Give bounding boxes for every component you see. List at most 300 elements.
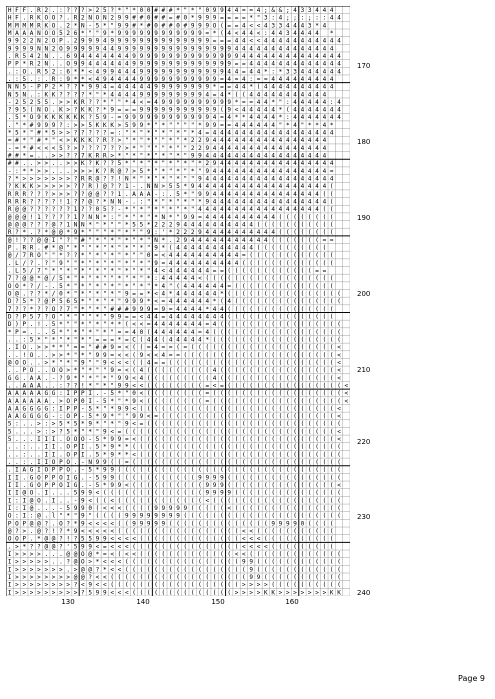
stitch-symbol: .: [44, 329, 48, 336]
stitch-symbol: >: [30, 176, 34, 183]
stitch-symbol: 4: [308, 168, 312, 175]
stitch-symbol: (: [227, 459, 231, 466]
stitch-symbol: (: [301, 260, 305, 267]
stitch-symbol: (: [220, 321, 224, 328]
stitch-symbol: (: [132, 352, 136, 359]
stitch-symbol: =: [249, 99, 253, 106]
stitch-symbol: 4: [249, 245, 253, 252]
stitch-symbol: (: [293, 528, 297, 535]
stitch-symbol: 4: [257, 7, 261, 14]
stitch-symbol: 4: [330, 107, 334, 114]
stitch-symbol: 4: [110, 91, 114, 98]
stitch-symbol: 9: [125, 421, 129, 428]
stitch-symbol: 4: [205, 283, 209, 290]
stitch-symbol: R: [37, 68, 41, 75]
stitch-symbol: =: [242, 15, 246, 22]
stitch-symbol: (: [286, 497, 290, 504]
stitch-symbol: ": [118, 237, 122, 244]
stitch-symbol: 3: [271, 22, 275, 29]
stitch-symbol: 4: [184, 336, 188, 343]
stitch-symbol: ": [118, 222, 122, 229]
stitch-symbol: *: [264, 68, 268, 75]
stitch-symbol: #: [184, 22, 188, 29]
stitch-symbol: (: [293, 306, 297, 313]
stitch-symbol: *: [52, 359, 56, 366]
stitch-symbol: 9: [103, 30, 107, 37]
stitch-symbol: 9: [205, 84, 209, 91]
stitch-symbol: 9: [96, 352, 100, 359]
stitch-symbol: (: [169, 482, 173, 489]
stitch-symbol: 9: [198, 38, 202, 45]
stitch-symbol: (: [191, 459, 195, 466]
stitch-symbol: I: [15, 344, 19, 351]
stitch-symbol: >: [66, 176, 70, 183]
stitch-symbol: (: [279, 252, 283, 259]
stitch-symbol: (: [286, 551, 290, 558]
stitch-symbol: ": [52, 137, 56, 144]
stitch-symbol: -: [81, 413, 85, 420]
stitch-symbol: (: [286, 505, 290, 512]
stitch-symbol: I: [52, 237, 56, 244]
stitch-symbol: @: [8, 222, 12, 229]
stitch-symbol: >: [44, 344, 48, 351]
stitch-symbol: =: [162, 344, 166, 351]
stitch-symbol: (: [330, 451, 334, 458]
stitch-symbol: >: [44, 168, 48, 175]
stitch-symbol: 9: [169, 76, 173, 83]
stitch-symbol: 4: [213, 252, 217, 259]
stitch-symbol: .: [8, 68, 12, 75]
stitch-symbol: ?: [59, 206, 63, 213]
stitch-symbol: ?: [74, 107, 78, 114]
stitch-symbol: @: [37, 520, 41, 527]
stitch-symbol: ": [132, 283, 136, 290]
stitch-symbol: (: [140, 436, 144, 443]
stitch-symbol: (: [293, 490, 297, 497]
stitch-symbol: 9: [66, 45, 70, 52]
stitch-symbol: 9: [205, 168, 209, 175]
stitch-symbol: 4: [308, 137, 312, 144]
stitch-symbol: (: [323, 559, 327, 566]
stitch-symbol: #: [30, 122, 34, 129]
stitch-symbol: 9: [213, 61, 217, 68]
stitch-symbol: (: [293, 237, 297, 244]
stitch-symbol: ": [74, 321, 78, 328]
stitch-symbol: <: [132, 551, 136, 558]
stitch-symbol: *: [81, 275, 85, 282]
stitch-symbol: (: [301, 398, 305, 405]
stitch-symbol: 5: [88, 589, 92, 596]
stitch-symbol: 4: [293, 107, 297, 114]
stitch-symbol: .: [30, 76, 34, 83]
stitch-symbol: A: [30, 398, 34, 405]
stitch-symbol: >: [308, 589, 312, 596]
stitch-symbol: 4: [242, 160, 246, 167]
stitch-symbol: ": [147, 199, 151, 206]
stitch-symbol: (: [169, 444, 173, 451]
stitch-symbol: (: [301, 329, 305, 336]
stitch-symbol: (: [249, 459, 253, 466]
stitch-symbol: 9: [205, 53, 209, 60]
stitch-symbol: (: [227, 428, 231, 435]
stitch-symbol: (: [330, 467, 334, 474]
stitch-symbol: (: [154, 467, 158, 474]
stitch-symbol: (: [176, 582, 180, 589]
stitch-symbol: *: [103, 482, 107, 489]
stitch-symbol: 9: [96, 38, 100, 45]
stitch-symbol: 4: [330, 84, 334, 91]
stitch-symbol: 2: [191, 145, 195, 152]
stitch-symbol: 5: [74, 298, 78, 305]
stitch-symbol: 9: [198, 22, 202, 29]
stitch-symbol: 9: [191, 183, 195, 190]
stitch-symbol: >: [37, 582, 41, 589]
stitch-symbol: *: [103, 91, 107, 98]
stitch-symbol: (: [301, 313, 305, 320]
stitch-symbol: 4: [257, 176, 261, 183]
stitch-symbol: (: [154, 574, 158, 581]
stitch-symbol: (: [279, 390, 283, 397]
stitch-symbol: (: [279, 566, 283, 573]
stitch-symbol: (: [330, 183, 334, 190]
stitch-symbol: 2: [44, 7, 48, 14]
stitch-symbol: (: [220, 22, 224, 29]
stitch-symbol: *: [176, 176, 180, 183]
stitch-symbol: 5: [88, 405, 92, 412]
stitch-symbol: *: [110, 321, 114, 328]
stitch-symbol: 4: [249, 176, 253, 183]
stitch-symbol: 4: [140, 367, 144, 374]
stitch-symbol: (: [169, 359, 173, 366]
stitch-symbol: ": [184, 153, 188, 160]
stitch-symbol: ": [88, 245, 92, 252]
stitch-symbol: =: [227, 122, 231, 129]
stitch-symbol: (: [235, 459, 239, 466]
stitch-symbol: >: [22, 551, 26, 558]
stitch-symbol: 4: [286, 22, 290, 29]
stitch-symbol: 4: [279, 61, 283, 68]
stitch-symbol: O: [44, 467, 48, 474]
stitch-symbol: K: [81, 160, 85, 167]
stitch-symbol: ": [198, 168, 202, 175]
stitch-symbol: >: [66, 99, 70, 106]
stitch-symbol: 4: [315, 145, 319, 152]
stitch-symbol: <: [125, 589, 129, 596]
stitch-symbol: K: [96, 168, 100, 175]
stitch-symbol: (: [279, 551, 283, 558]
stitch-symbol: 9: [205, 99, 209, 106]
stitch-symbol: .: [22, 421, 26, 428]
stitch-symbol: (: [315, 467, 319, 474]
stitch-symbol: (: [323, 543, 327, 550]
stitch-symbol: (: [198, 436, 202, 443]
stitch-symbol: 9: [74, 45, 78, 52]
stitch-symbol: (: [169, 428, 173, 435]
stitch-symbol: (: [323, 352, 327, 359]
stitch-symbol: (: [330, 413, 334, 420]
stitch-symbol: <: [59, 137, 63, 144]
stitch-symbol: 4: [301, 76, 305, 83]
stitch-symbol: (: [132, 459, 136, 466]
stitch-symbol: N: [147, 183, 151, 190]
stitch-symbol: 9: [132, 122, 136, 129]
stitch-symbol: *: [308, 122, 312, 129]
stitch-symbol: ?: [59, 536, 63, 543]
stitch-symbol: R: [96, 153, 100, 160]
stitch-symbol: 4: [293, 191, 297, 198]
stitch-symbol: <: [147, 413, 151, 420]
stitch-symbol: (: [308, 543, 312, 550]
stitch-symbol: 4: [323, 45, 327, 52]
stitch-symbol: ": [257, 15, 261, 22]
stitch-symbol: K: [52, 114, 56, 121]
stitch-symbol: 4: [330, 38, 334, 45]
stitch-symbol: 7: [8, 275, 12, 282]
stitch-symbol: 9: [176, 114, 180, 121]
stitch-symbol: (: [220, 582, 224, 589]
stitch-symbol: N: [154, 237, 158, 244]
stitch-symbol: =: [125, 313, 129, 320]
stitch-symbol: .: [52, 61, 56, 68]
stitch-symbol: (: [308, 421, 312, 428]
stitch-symbol: (: [198, 520, 202, 527]
stitch-symbol: (: [264, 474, 268, 481]
stitch-symbol: ?: [30, 290, 34, 297]
stitch-symbol: ?: [81, 183, 85, 190]
stitch-symbol: >: [59, 589, 63, 596]
stitch-symbol: (: [140, 428, 144, 435]
stitch-symbol: ": [74, 336, 78, 343]
stitch-symbol: <: [227, 505, 231, 512]
stitch-symbol: (: [205, 405, 209, 412]
stitch-symbol: ": [88, 306, 92, 313]
stitch-symbol: (: [162, 451, 166, 458]
stitch-symbol: 4: [242, 107, 246, 114]
stitch-symbol: .: [44, 153, 48, 160]
stitch-symbol: (: [308, 390, 312, 397]
stitch-symbol: 4: [176, 245, 180, 252]
stitch-symbol: 4: [279, 176, 283, 183]
stitch-symbol: *: [74, 367, 78, 374]
stitch-symbol: <: [110, 566, 114, 573]
stitch-symbol: >: [301, 589, 305, 596]
stitch-symbol: *: [125, 214, 129, 221]
stitch-symbol: 4: [242, 206, 246, 213]
stitch-symbol: 4: [257, 53, 261, 60]
stitch-symbol: *: [74, 76, 78, 83]
stitch-symbol: ": [52, 260, 56, 267]
stitch-symbol: (: [249, 421, 253, 428]
stitch-symbol: *: [191, 15, 195, 22]
stitch-symbol: (: [264, 352, 268, 359]
stitch-symbol: 2: [176, 229, 180, 236]
stitch-symbol: (: [242, 390, 246, 397]
stitch-symbol: R: [8, 229, 12, 236]
stitch-symbol: *: [140, 160, 144, 167]
stitch-symbol: 9: [227, 99, 231, 106]
stitch-symbol: (: [242, 513, 246, 520]
stitch-symbol: A: [8, 413, 12, 420]
stitch-symbol: O: [81, 559, 85, 566]
stitch-symbol: .: [44, 76, 48, 83]
stitch-symbol: >: [15, 543, 19, 550]
stitch-symbol: (: [169, 582, 173, 589]
stitch-symbol: 9: [147, 76, 151, 83]
stitch-symbol: (: [220, 566, 224, 573]
stitch-symbol: >: [15, 589, 19, 596]
stitch-symbol: *: [103, 214, 107, 221]
stitch-symbol: (: [337, 298, 341, 305]
stitch-symbol: (: [315, 229, 319, 236]
stitch-symbol: 4: [293, 183, 297, 190]
stitch-symbol: .: [8, 344, 12, 351]
stitch-symbol: 4: [315, 7, 319, 14]
stitch-symbol: 4: [235, 252, 239, 259]
stitch-symbol: 5: [22, 107, 26, 114]
stitch-symbol: (: [301, 267, 305, 274]
stitch-symbol: *: [22, 114, 26, 121]
stitch-symbol: I: [52, 444, 56, 451]
stitch-symbol: >: [88, 168, 92, 175]
stitch-symbol: *: [96, 551, 100, 558]
stitch-symbol: 9: [198, 107, 202, 114]
stitch-symbol: 9: [191, 22, 195, 29]
stitch-symbol: 4: [286, 160, 290, 167]
stitch-symbol: ?: [66, 252, 70, 259]
stitch-symbol: =: [235, 22, 239, 29]
stitch-symbol: 4: [176, 252, 180, 259]
stitch-symbol: ?: [59, 91, 63, 98]
stitch-symbol: *: [125, 398, 129, 405]
stitch-symbol: 4: [323, 130, 327, 137]
stitch-symbol: 4: [242, 84, 246, 91]
stitch-symbol: (: [147, 421, 151, 428]
stitch-symbol: 4: [198, 306, 202, 313]
stitch-symbol: (: [337, 321, 341, 328]
stitch-symbol: *: [279, 68, 283, 75]
stitch-symbol: 5: [169, 183, 173, 190]
stitch-symbol: 9: [154, 513, 158, 520]
stitch-symbol: (: [125, 497, 129, 504]
stitch-symbol: ": [88, 229, 92, 236]
stitch-symbol: (: [220, 459, 224, 466]
stitch-symbol: N: [44, 61, 48, 68]
stitch-symbol: (: [205, 566, 209, 573]
stitch-symbol: (: [330, 252, 334, 259]
stitch-symbol: >: [30, 551, 34, 558]
stitch-symbol: ": [118, 252, 122, 259]
stitch-symbol: ": [169, 176, 173, 183]
stitch-symbol: 5: [15, 114, 19, 121]
stitch-symbol: P: [44, 84, 48, 91]
stitch-symbol: (: [205, 505, 209, 512]
stitch-symbol: 4: [176, 329, 180, 336]
stitch-symbol: >: [59, 183, 63, 190]
stitch-symbol: :: [22, 451, 26, 458]
stitch-symbol: (: [242, 352, 246, 359]
stitch-symbol: (: [271, 482, 275, 489]
stitch-symbol: *: [52, 336, 56, 343]
stitch-symbol: (: [257, 444, 261, 451]
stitch-symbol: P: [74, 451, 78, 458]
stitch-symbol: <: [88, 528, 92, 535]
stitch-symbol: 4: [184, 260, 188, 267]
stitch-symbol: .: [59, 160, 63, 167]
stitch-symbol: (: [279, 505, 283, 512]
stitch-symbol: (: [293, 482, 297, 489]
stitch-symbol: <: [249, 528, 253, 535]
stitch-symbol: ?: [66, 91, 70, 98]
stitch-symbol: 4: [257, 107, 261, 114]
stitch-symbol: -: [74, 497, 78, 504]
stitch-symbol: ?: [59, 214, 63, 221]
stitch-symbol: 4: [213, 367, 217, 374]
stitch-symbol: (: [30, 107, 34, 114]
stitch-symbol: (: [227, 520, 231, 527]
stitch-symbol: >: [44, 160, 48, 167]
stitch-symbol: ?: [44, 199, 48, 206]
stitch-symbol: (: [249, 298, 253, 305]
stitch-symbol: <: [264, 543, 268, 550]
stitch-symbol: R: [22, 191, 26, 198]
stitch-symbol: F: [15, 15, 19, 22]
stitch-symbol: 9: [198, 114, 202, 121]
stitch-symbol: 9: [103, 589, 107, 596]
stitch-symbol: 9: [213, 122, 217, 129]
stitch-symbol: (: [220, 298, 224, 305]
stitch-symbol: (: [235, 482, 239, 489]
stitch-symbol: 4: [279, 191, 283, 198]
stitch-symbol: 4: [205, 313, 209, 320]
stitch-symbol: (: [330, 214, 334, 221]
stitch-symbol: I: [8, 551, 12, 558]
stitch-symbol: >: [110, 153, 114, 160]
stitch-symbol: 4: [169, 336, 173, 343]
stitch-symbol: @: [44, 237, 48, 244]
stitch-symbol: ?: [74, 7, 78, 14]
stitch-symbol: 4: [308, 160, 312, 167]
stitch-symbol: -: [154, 191, 158, 198]
stitch-symbol: (: [169, 459, 173, 466]
stitch-symbol: (: [301, 214, 305, 221]
stitch-symbol: <: [242, 528, 246, 535]
stitch-symbol: 9: [140, 306, 144, 313]
stitch-symbol: ": [66, 329, 70, 336]
stitch-symbol: (: [301, 222, 305, 229]
stitch-symbol: 9: [147, 38, 151, 45]
stitch-symbol: *: [22, 145, 26, 152]
stitch-symbol: <: [125, 367, 129, 374]
stitch-symbol: (: [330, 344, 334, 351]
stitch-symbol: ?: [110, 183, 114, 190]
stitch-symbol: (: [213, 505, 217, 512]
stitch-symbol: @: [22, 214, 26, 221]
stitch-symbol: *: [66, 267, 70, 274]
stitch-symbol: (: [323, 344, 327, 351]
stitch-symbol: G: [37, 413, 41, 420]
stitch-symbol: 9: [162, 520, 166, 527]
stitch-symbol: 9: [176, 53, 180, 60]
stitch-symbol: ": [132, 206, 136, 213]
stitch-symbol: *: [74, 68, 78, 75]
stitch-symbol: 4: [227, 237, 231, 244]
stitch-symbol: (: [337, 459, 341, 466]
stitch-symbol: (: [271, 352, 275, 359]
stitch-symbol: >: [37, 168, 41, 175]
stitch-symbol: (: [308, 245, 312, 252]
stitch-symbol: <: [103, 528, 107, 535]
stitch-symbol: A: [15, 390, 19, 397]
